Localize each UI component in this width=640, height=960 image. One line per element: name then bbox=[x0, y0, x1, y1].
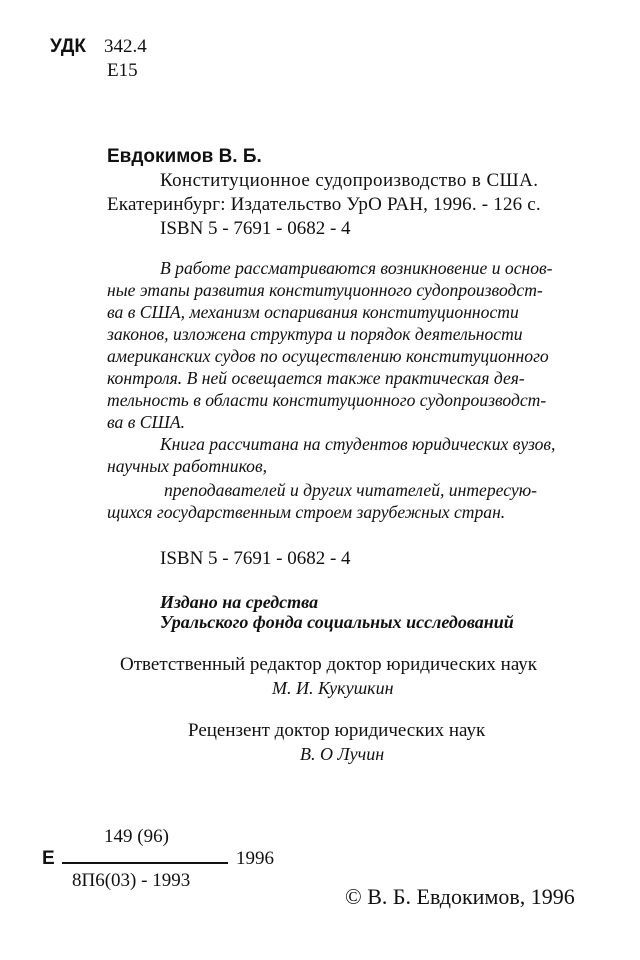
copyright-notice: © В. Б. Евдокимов, 1996 bbox=[345, 884, 575, 909]
isbn-primary: ISBN 5 - 7691 - 0682 - 4 bbox=[160, 218, 351, 239]
abstract-line: законов, изложена структура и порядок деятельности bbox=[107, 324, 523, 344]
editor-role: Ответственный редактор доктор юридических наук bbox=[120, 654, 538, 675]
abstract-line: научных работников, bbox=[107, 456, 267, 476]
author-code-row bbox=[50, 60, 147, 84]
publisher-line: Екатеринбург: Издательство УрО РАН, 1996. - 126 с. bbox=[107, 194, 541, 215]
abstract-line: В работе рассматриваются возникновение и основ- bbox=[160, 258, 553, 278]
abstract-line: Книга рассчитана на студентов юридических вузов, bbox=[160, 434, 556, 454]
author-name: Евдокимов В. Б. bbox=[107, 146, 262, 167]
catalog-code-year: 1996 bbox=[236, 848, 274, 869]
book-title: Конституционное судопроизводство в США. bbox=[160, 170, 539, 191]
abstract-line: контроля. В ней освещается также практическая дея- bbox=[107, 368, 525, 388]
udk-row bbox=[50, 36, 147, 60]
abstract-line: американских судов по осуществлению конституционного bbox=[107, 346, 549, 366]
udk-label: УДК bbox=[50, 36, 86, 57]
isbn-repeat: ISBN 5 - 7691 - 0682 - 4 bbox=[160, 548, 351, 569]
abstract-line: преподавателей и других читателей, интересую- bbox=[164, 480, 537, 500]
abstract-line: ные этапы развития конституционного судопроизводст- bbox=[107, 280, 543, 300]
author-code: Е15 bbox=[107, 60, 138, 81]
abstract-line: щихся государственным строем зарубежных стран. bbox=[107, 502, 506, 522]
catalog-code-numerator: 149 (96) bbox=[104, 826, 169, 847]
catalog-code-letter: Е bbox=[42, 848, 55, 869]
sponsor-line-2: Уральского фонда социальных исследований bbox=[160, 612, 514, 632]
reviewer-role: Рецензент доктор юридических наук bbox=[188, 720, 486, 741]
abstract-line: тельность в области конституционного судопроизводст- bbox=[107, 390, 547, 410]
udk-value: 342.4 bbox=[104, 36, 147, 57]
abstract-line: ва в США, механизм оспаривания конституционности bbox=[107, 302, 519, 322]
catalog-code-denominator: 8П6(03) - 1993 bbox=[72, 870, 191, 891]
sponsor-line-1: Издано на средства bbox=[160, 592, 319, 612]
catalog-code-fraction-line bbox=[62, 862, 228, 864]
reviewer-name: В. О Лучин bbox=[300, 744, 385, 764]
editor-name: М. И. Кукушкин bbox=[272, 678, 394, 698]
abstract-line: ва в США. bbox=[107, 412, 185, 432]
udk-block bbox=[50, 36, 147, 84]
